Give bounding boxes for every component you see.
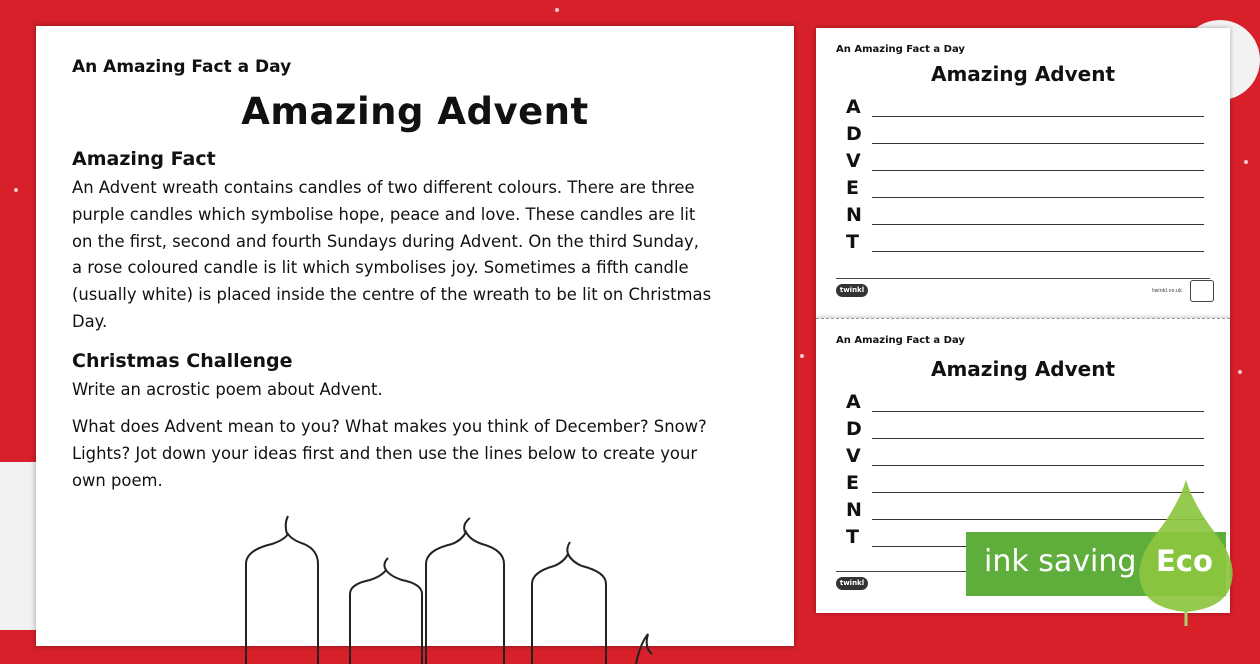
candle-2-icon	[350, 558, 422, 664]
acrostic-row	[846, 204, 1206, 228]
writing-line[interactable]	[872, 143, 1204, 144]
series-title: An Amazing Fact a Day	[72, 57, 292, 77]
acrostic-letter: D	[846, 123, 862, 145]
candles-illustration	[236, 514, 656, 664]
acrostic-row	[846, 177, 1206, 201]
acrostic-row	[846, 231, 1206, 255]
prompt-line: own poem.	[72, 470, 163, 490]
writing-line[interactable]	[872, 438, 1204, 439]
card-footer-divider	[836, 278, 1210, 279]
prompt-line: What does Advent mean to you? What makes you think of December? Snow?	[72, 417, 707, 436]
acrostic-letter: V	[846, 445, 861, 467]
acrostic-card	[816, 28, 1230, 318]
checked-stamp-icon	[1190, 280, 1214, 302]
fact-line: a rose coloured candle is lit which symbolises joy. Sometimes a fifth candle	[72, 258, 689, 278]
acrostic-row	[846, 445, 1206, 469]
acrostic-row	[846, 96, 1206, 120]
background-snow-dot	[1244, 160, 1248, 164]
writing-line[interactable]	[872, 224, 1204, 225]
card-url: twinkl.co.uk	[1152, 288, 1182, 294]
fact-heading: Amazing Fact	[72, 148, 216, 170]
acrostic-letter: D	[846, 418, 862, 440]
acrostic-letter: V	[846, 150, 861, 172]
card-title: Amazing Advent	[930, 62, 1116, 86]
writing-line[interactable]	[872, 251, 1204, 252]
acrostic-letter: A	[846, 391, 861, 413]
writing-line[interactable]	[872, 465, 1204, 466]
challenge-text: Write an acrostic poem about Advent.	[72, 380, 383, 399]
background-snow-dot	[555, 8, 559, 12]
writing-line[interactable]	[872, 170, 1204, 171]
prompt-paragraph	[72, 414, 772, 494]
acrostic-row	[846, 150, 1206, 174]
writing-line[interactable]	[872, 411, 1204, 412]
acrostic-letter: T	[846, 526, 859, 548]
background-house-decoration	[0, 462, 36, 630]
candle-3-icon	[426, 518, 504, 664]
background-snow-dot	[800, 354, 804, 358]
holly-leaf-icon	[636, 634, 652, 664]
worksheet-page	[36, 26, 794, 646]
prompt-line: Lights? Jot down your ideas first and then use the lines below to create your	[72, 443, 698, 463]
acrostic-row	[846, 391, 1206, 415]
twinkl-logo: twinkl	[836, 577, 868, 590]
fact-line: on the first, second and fourth Sundays during Advent. On the third Sunday,	[72, 231, 699, 251]
card-title: Amazing Advent	[930, 357, 1116, 381]
ink-saving-label: ink saving	[984, 544, 1137, 579]
page-title: Amazing Advent	[241, 90, 589, 133]
acrostic-row	[846, 123, 1206, 147]
background-snow-dot	[14, 188, 18, 192]
acrostic-letter: N	[846, 499, 862, 521]
card-series-title: An Amazing Fact a Day	[836, 44, 965, 55]
challenge-heading: Christmas Challenge	[72, 350, 293, 372]
fact-line: (usually white) is placed inside the centre of the wreath to be lit on Christmas	[72, 285, 712, 305]
card-series-title: An Amazing Fact a Day	[836, 335, 965, 346]
writing-line[interactable]	[872, 116, 1204, 117]
fact-paragraph	[72, 175, 772, 336]
writing-line[interactable]	[872, 197, 1204, 198]
eco-label: Eco	[1156, 544, 1213, 578]
acrostic-letter: N	[846, 204, 862, 226]
acrostic-letter: E	[846, 472, 859, 494]
candle-1-icon	[246, 516, 318, 664]
fact-line: Day.	[72, 311, 108, 331]
acrostic-letter: A	[846, 96, 861, 118]
fact-line: An Advent wreath contains candles of two different colours. There are three	[72, 178, 695, 197]
background-snow-dot	[1238, 370, 1242, 374]
candle-4-icon	[532, 542, 606, 664]
twinkl-logo: twinkl	[836, 284, 868, 297]
fact-line: purple candles which symbolise hope, peace and love. These candles are lit	[72, 204, 696, 224]
acrostic-letter: E	[846, 177, 859, 199]
acrostic-letter: T	[846, 231, 859, 253]
acrostic-row	[846, 418, 1206, 442]
